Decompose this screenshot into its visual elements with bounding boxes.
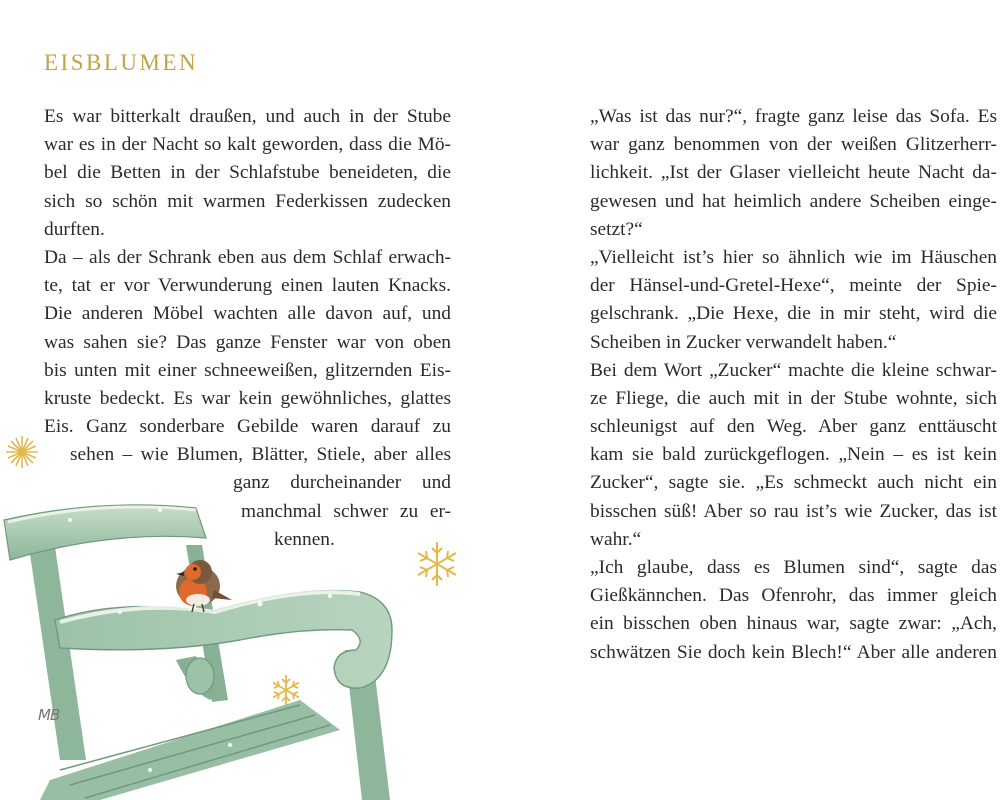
text-line: kennen.: [274, 528, 335, 550]
text-line: ein bisschen oben hinaus war, sagte zwar: „Ach,: [590, 613, 997, 635]
snowflake-icon: [418, 542, 456, 586]
text-line: Die anderen Möbel wachten alle davon auf, und: [44, 303, 451, 325]
text-line: te, tat er vor Verwunderung einen lauten Knacks.: [44, 275, 451, 297]
text-line: „Ich glaube, dass es Blumen sind“, sagte das: [590, 557, 997, 578]
robin-icon: [176, 560, 232, 612]
text-line: bis unten mit einer schneeweißen, glitzernden Eis-: [44, 359, 451, 381]
snowflake-icon: [6, 436, 38, 468]
text-line: wahr.“: [590, 528, 642, 550]
text-line: sich so schön mit warmen Federkissen zudecken: [44, 190, 451, 212]
bench-illustration: [0, 420, 470, 800]
text-line: kam sie bald zurückgeflogen. „Nein – es ist kein: [590, 444, 997, 466]
text-line: gelschrank. „Die Hexe, die in mir steht, wird die: [590, 303, 997, 325]
text-line: war es in der Nacht so kalt geworden, dass die Mö-: [44, 134, 451, 156]
text-line: schwätzen Sie doch kein Blech!“ Aber alle anderen: [590, 641, 997, 663]
text-line: lichkeit. „Ist der Glaser vielleicht heute Nacht da-: [590, 162, 997, 184]
artist-signature: MB: [38, 706, 60, 724]
text-line: bisschen süß! Aber so rau ist’s wie Zucker, das ist: [590, 500, 997, 522]
text-line: Scheiben in Zucker verwandelt haben.“: [590, 331, 897, 353]
text-line: Gießkännchen. Das Ofenrohr, das immer gleich: [590, 585, 997, 607]
text-line: Zucker“, sagte sie. „Es schmeckt auch nicht ein: [590, 472, 997, 494]
text-line: ganz durcheinander und: [233, 472, 451, 494]
text-line: war ganz benommen von der weißen Glitzerherr-: [590, 134, 997, 156]
text-line: ze Fliege, die auch mit in der Stube wohnte, sich: [590, 387, 997, 409]
text-line: Bei dem Wort „Zucker“ machte die kleine schwar-: [590, 359, 997, 381]
text-line: was sahen sie? Das ganze Fenster war von oben: [44, 331, 451, 353]
text-line: „Vielleicht ist’s hier so ähnlich wie im Häuschen: [590, 246, 997, 268]
text-line: Da – als der Schrank eben aus dem Schlaf erwach-: [44, 246, 451, 268]
text-line: gewesen und hat heimlich andere Scheiben einge-: [590, 190, 997, 212]
text-line: setzt?“: [590, 218, 643, 240]
text-line: der Hänsel-und-Gretel-Hexe“, meinte der Spie-: [590, 275, 997, 297]
chapter-title: EISBLUMEN: [44, 50, 199, 75]
snowflake-icon: [273, 675, 299, 705]
text-line: manchmal schwer zu er-: [241, 500, 451, 522]
text-line: durften.: [44, 218, 105, 240]
text-line: kruste bedeckt. Es war kein gewöhnliches, glattes: [44, 387, 451, 409]
text-line: Eis. Ganz sonderbare Gebilde waren darauf zu: [44, 416, 451, 438]
text-line: schleunigst auf den Weg. Aber ganz enttäuscht: [590, 416, 997, 438]
text-line: bel die Betten in der Schlafstube beneideten, die: [44, 162, 451, 184]
bench-icon: [4, 505, 392, 800]
text-line: „Was ist das nur?“, fragte ganz leise das Sofa. Es: [590, 106, 997, 127]
right-page-text: [590, 103, 997, 667]
text-line: Es war bitterkalt draußen, und auch in der Stube: [44, 106, 451, 127]
text-line: sehen – wie Blumen, Blätter, Stiele, aber alles: [70, 444, 451, 466]
